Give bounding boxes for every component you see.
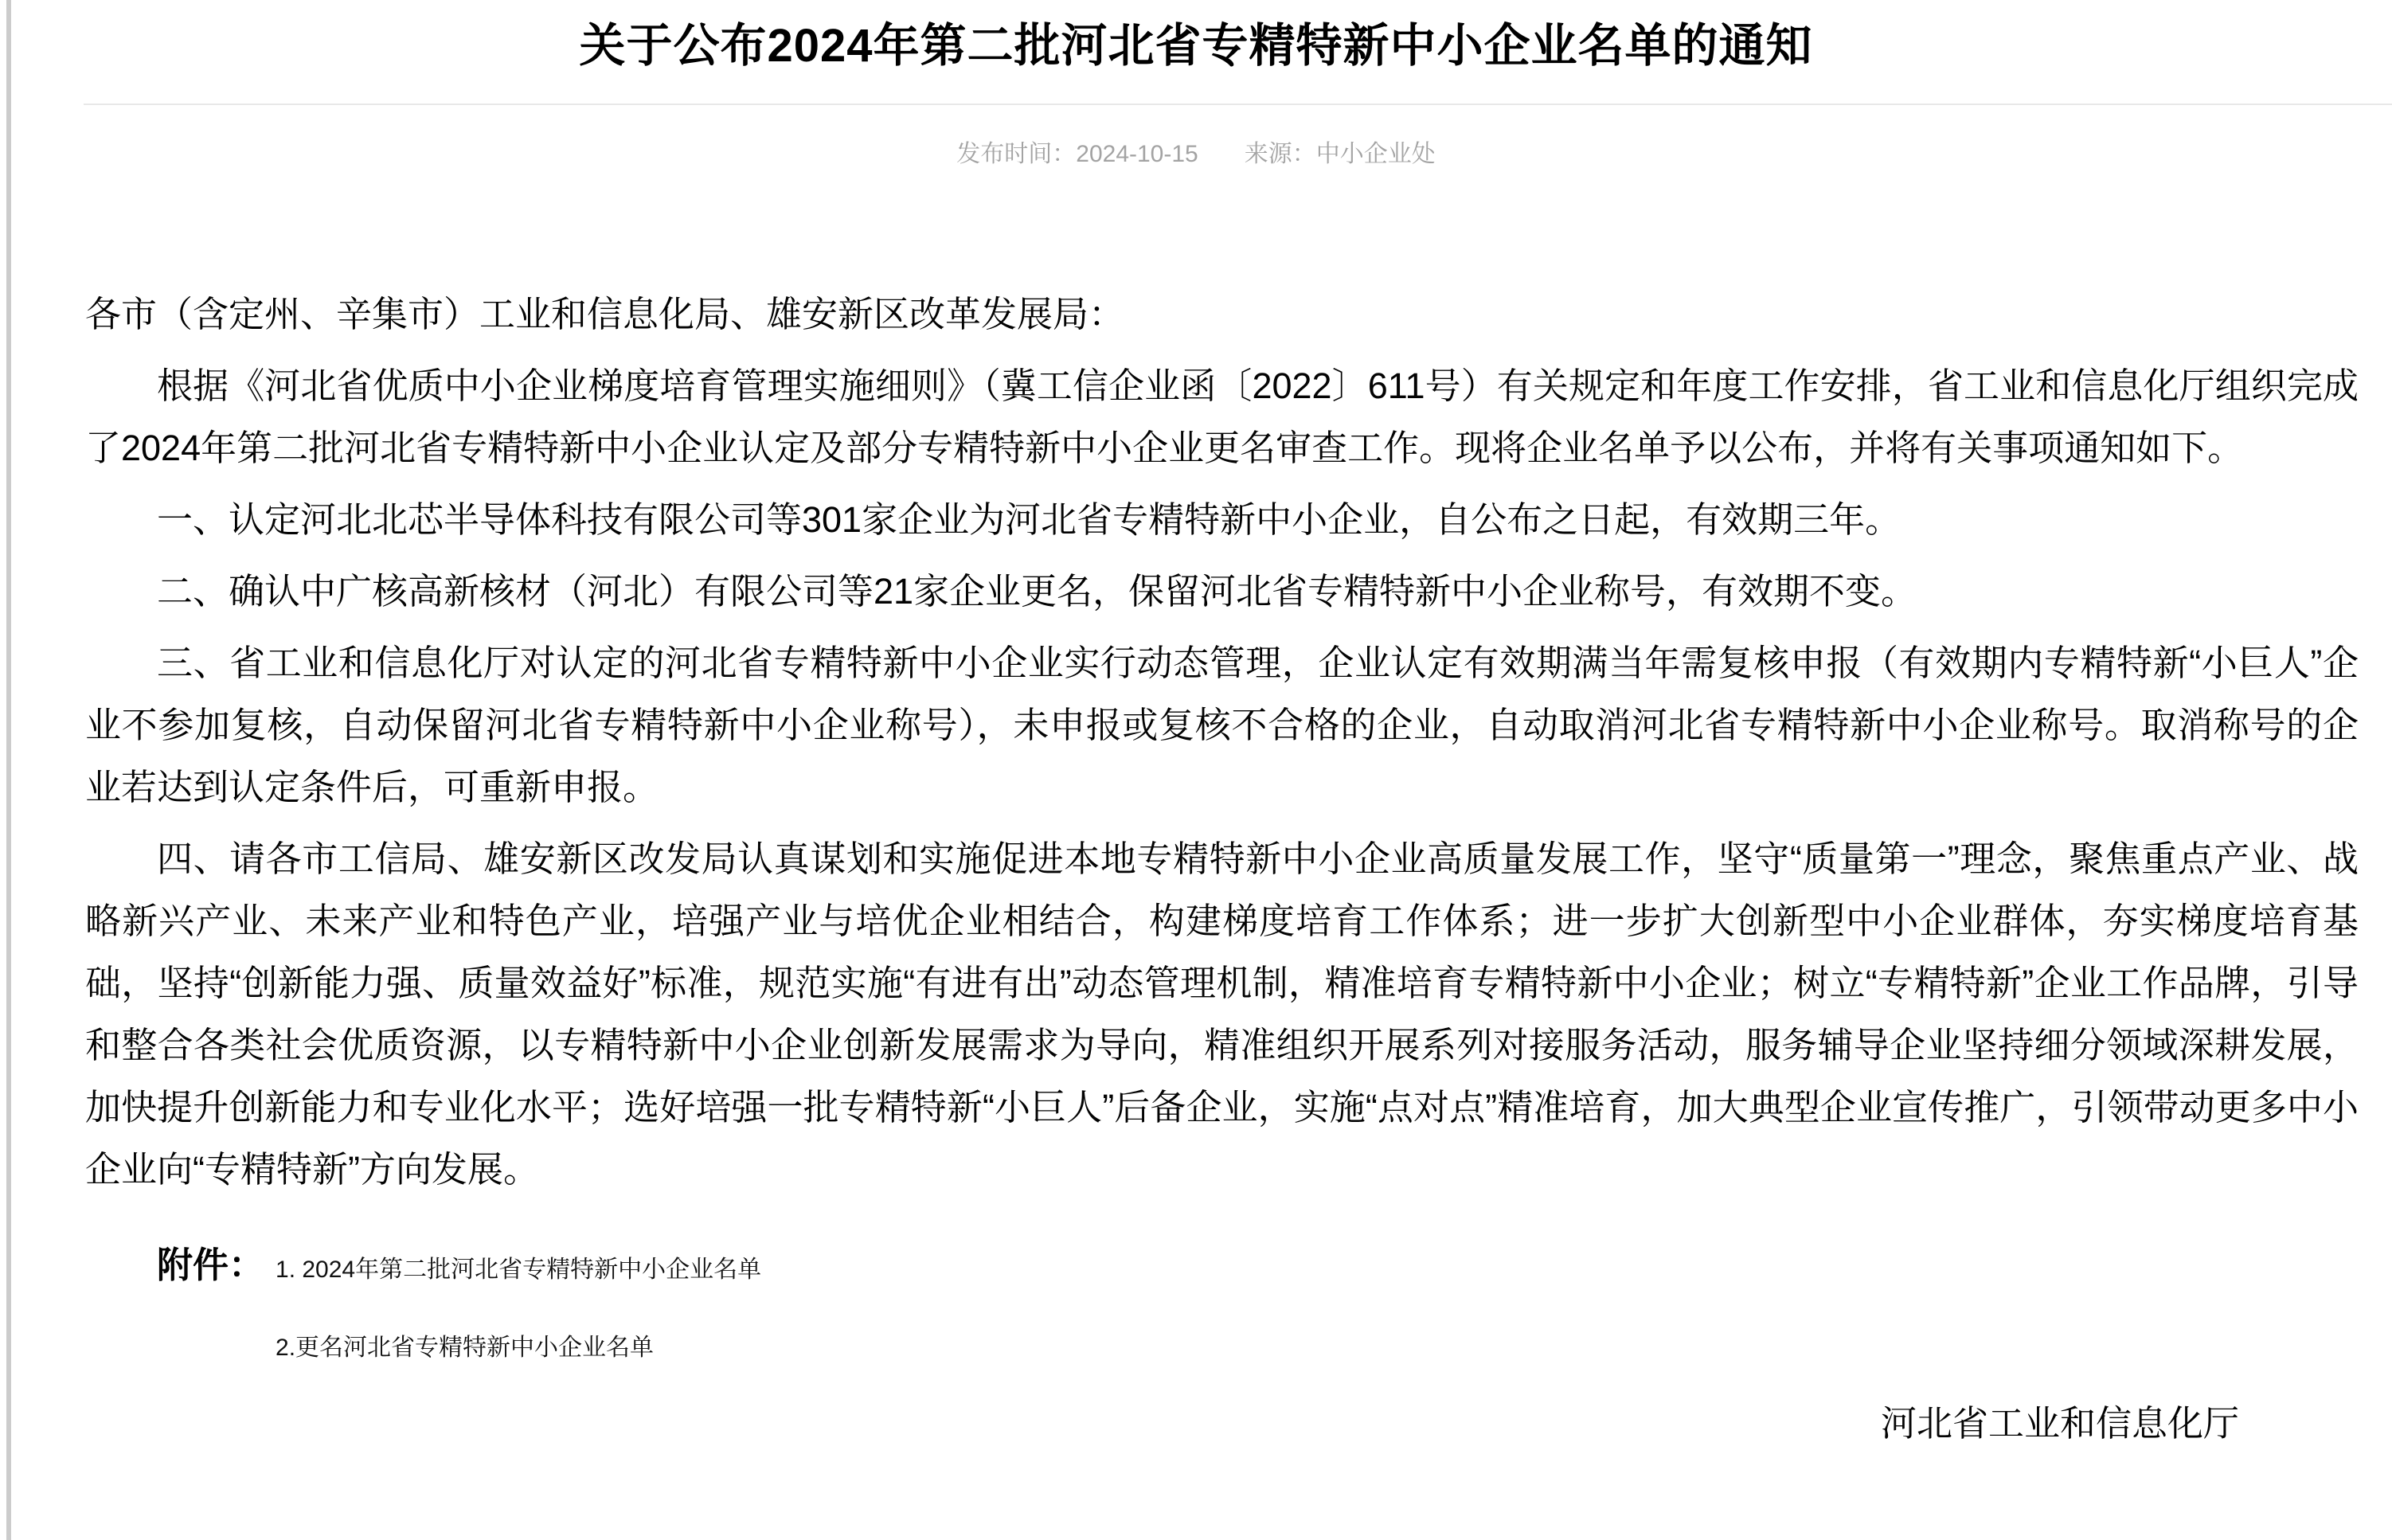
- attachment-link-2[interactable]: 2.更名河北省专精特新中小企业名单: [276, 1335, 655, 1361]
- attachments-label: 附件：: [157, 1245, 265, 1285]
- issuing-authority-signature: 河北省工业和信息化厅: [1880, 1403, 2239, 1444]
- article-paragraph: 二、确认中广核高新核材（河北）有限公司等21家企业更名，保留河北省专精特新中小企业称号，有效期不变。: [157, 571, 1917, 612]
- title-divider: [84, 104, 2392, 105]
- page-title: 关于公布2024年第二批河北省专精特新中小企业名单的通知: [579, 20, 1813, 72]
- article-paragraph: 根据《河北省优质中小企业梯度培育管理实施细则》（冀工信企业函〔2022〕611号）有关规定和年度工作安排，省工业和信息化厅组织完成了2024年第二批河北省专精特新中小企业认定及部分专精特新中小企业更名审查工作。现将企业名单予以公布，并将有关事项通知如下。: [85, 365, 2359, 468]
- article-salutation: 各市（含定州、辛集市）工业和信息化局、雄安新区改革发展局：: [85, 294, 1125, 334]
- article-paragraphs: [85, 355, 2359, 1201]
- article-paragraph: 四、请各市工信局、雄安新区改发局认真谋划和实施促进本地专精特新中小企业高质量发展工作，坚守“质量第一”理念，聚焦重点产业、战略新兴产业、未来产业和特色产业，培强产业与培优企业相结合，构建梯度培育工作体系；进一步扩大创新型中小企业群体，夯实梯度培育基础，坚持“创新能力强、质量效益好”标准，规范实施“有进有出”动态管理机制，精准培育专精特新中小企业；树立“专精特新”企业工作品牌，引导和整合各类社会优质资源，以专精特新中小企业创新发展需求为导向，精准组织开展系列对接服务活动，服务辅导企业坚持细分领域深耕发展，加快提升创新能力和专业化水平；选好培强一批专精特新“小巨人”后备企业，实施“点对点”精准培育，加大典型企业宣传推广，引领带动更多中小企业向“专精特新”方向发展。: [85, 838, 2359, 1190]
- article-paragraph: 三、省工业和信息化厅对认定的河北省专精特新中小企业实行动态管理，企业认定有效期满当年需复核申报（有效期内专精特新“小巨人”企业不参加复核，自动保留河北省专精特新中小企业称号），未申报或复核不合格的企业，自动取消河北省专精特新中小企业称号。取消称号的企业若达到认定条件后，可重新申报。: [85, 643, 2359, 807]
- source-value: 中小企业处: [1315, 141, 1436, 167]
- left-edge-rule: [6, 0, 11, 1540]
- attachments-list: [276, 1234, 761, 1365]
- publish-time-value: 2024-10-15: [1076, 141, 1198, 167]
- publish-time-label: 发布时间：: [956, 141, 1077, 167]
- attachments-section: [157, 1234, 2359, 1365]
- article-paragraph: 一、认定河北北芯半导体科技有限公司等301家企业为河北省专精特新中小企业，自公布之日起，有效期三年。: [157, 499, 1901, 540]
- attachment-link-1[interactable]: 1. 2024年第二批河北省专精特新中小企业名单: [276, 1257, 762, 1283]
- article-body: [85, 283, 2359, 1448]
- source-label: 来源：: [1244, 141, 1316, 167]
- meta-row: [0, 137, 2392, 172]
